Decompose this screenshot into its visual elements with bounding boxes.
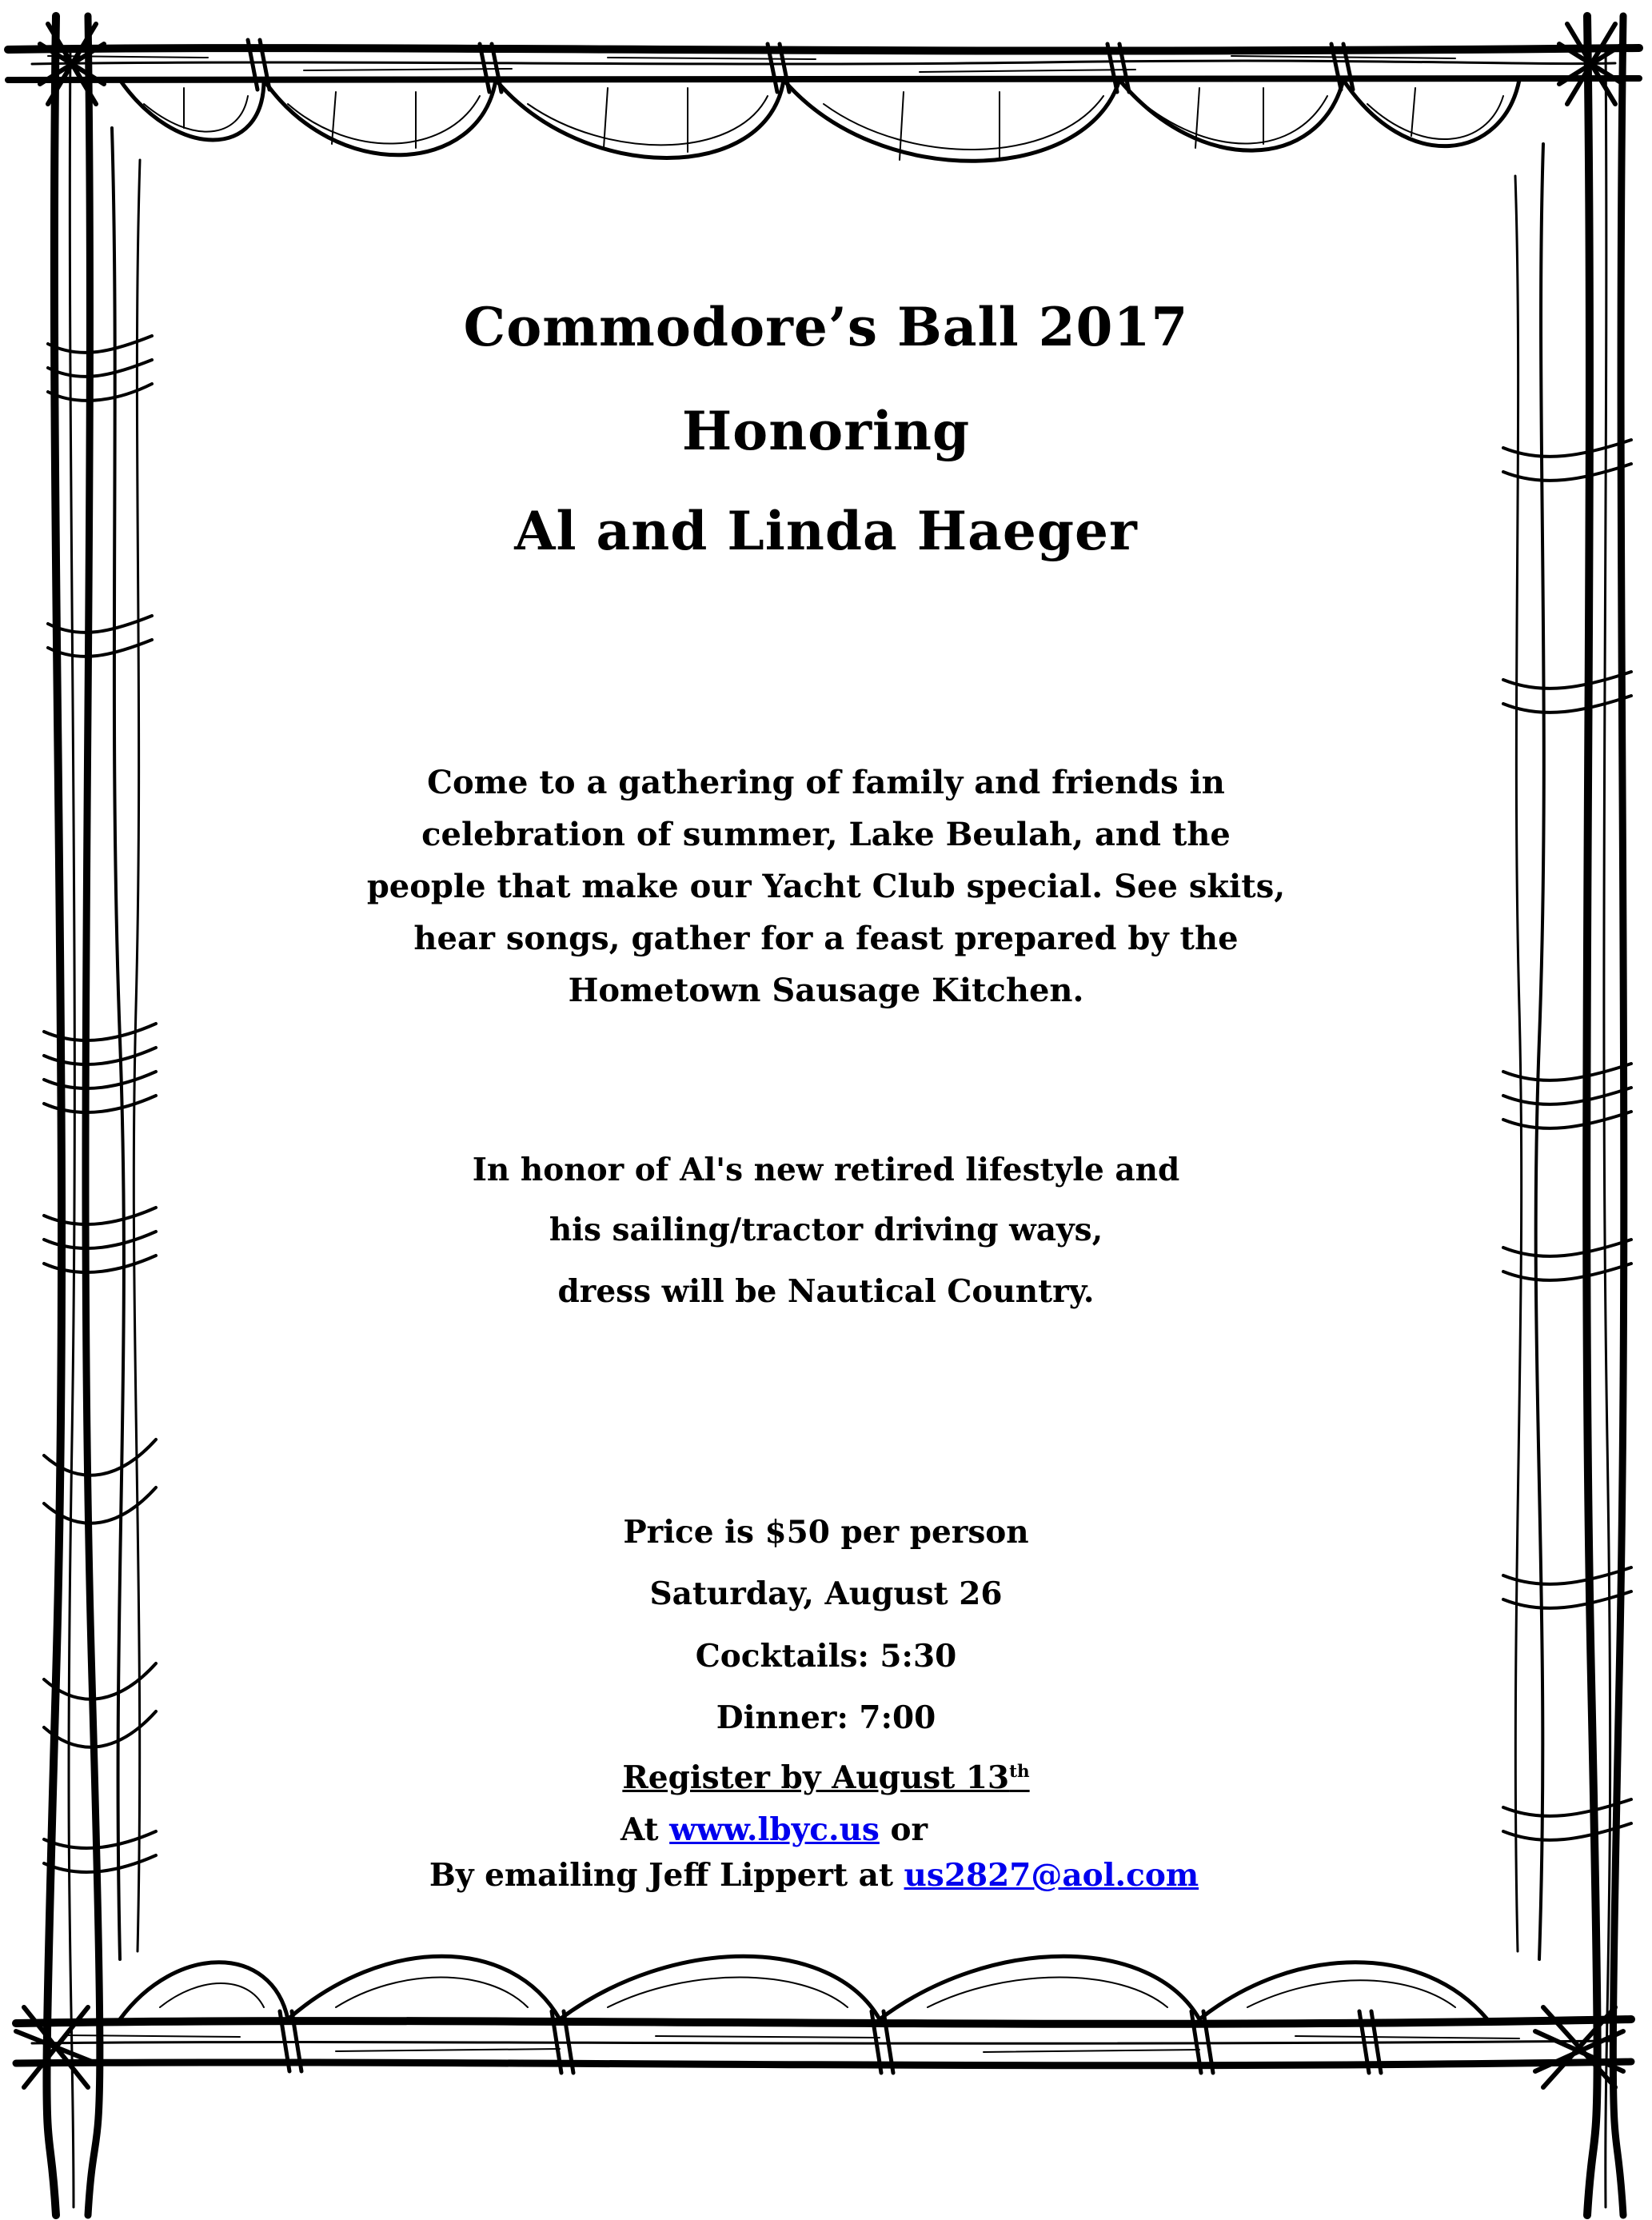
- cocktails-line: Cocktails: 5:30: [695, 1638, 957, 1675]
- email-line: By emailing Jeff Lippert at us2827@aol.com: [429, 1857, 1199, 1894]
- dress-code-line: dress will be Nautical Country.: [557, 1273, 1095, 1310]
- intro-line-3: people that make our Yacht Club special. See skits,: [366, 868, 1286, 905]
- title-honoring: Honoring: [681, 400, 971, 462]
- honorees-names: Al and Linda Haeger: [514, 500, 1138, 562]
- dinner-line: Dinner: 7:00: [716, 1699, 936, 1736]
- register-deadline: [0, 1759, 1652, 1796]
- intro-line-5: Hometown Sausage Kitchen.: [568, 972, 1084, 1009]
- register-deadline-text: Register by August 13th: [622, 1759, 1030, 1796]
- website-line: At www.lbyc.us or: [620, 1811, 928, 1848]
- event-title: Commodore’s Ball 2017: [463, 296, 1189, 358]
- intro-line-1: Come to a gathering of family and friends in: [427, 764, 1225, 801]
- date-line: Saturday, August 26: [649, 1575, 1003, 1612]
- price-line: Price is $50 per person: [623, 1514, 1029, 1551]
- intro-line-4: hear songs, gather for a feast prepared by the: [413, 920, 1239, 957]
- honor-line-2: his sailing/tractor driving ways,: [549, 1212, 1103, 1248]
- website-link[interactable]: www.lbyc.us: [669, 1811, 880, 1848]
- email-link[interactable]: us2827@aol.com: [904, 1857, 1199, 1894]
- honor-line-1: In honor of Al's new retired lifestyle and: [472, 1152, 1180, 1188]
- intro-line-2: celebration of summer, Lake Beulah, and the: [421, 816, 1231, 853]
